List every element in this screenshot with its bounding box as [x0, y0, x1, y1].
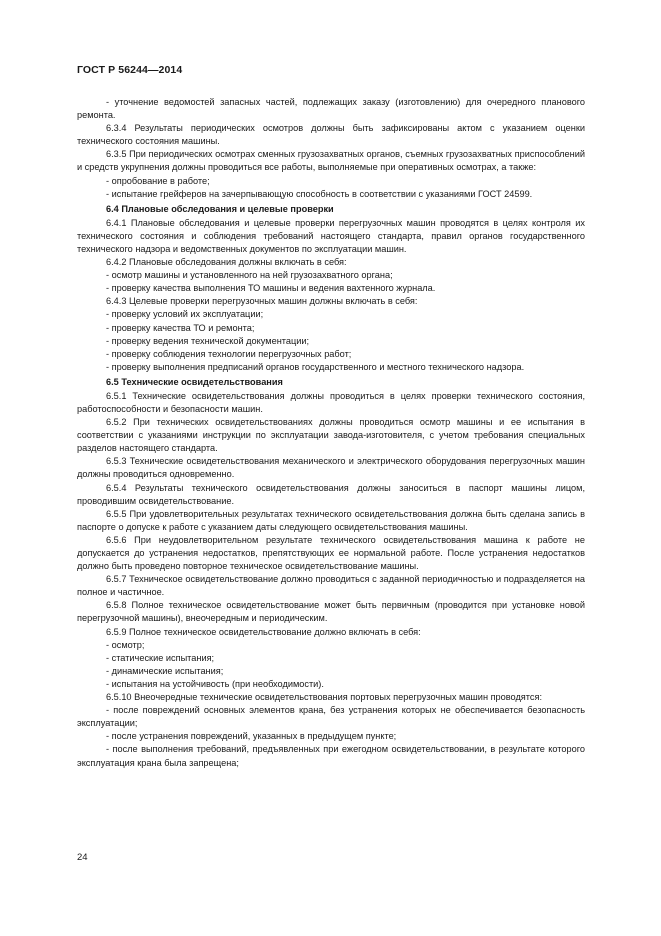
paragraph: - испытания на устойчивость (при необходимости).: [106, 678, 324, 689]
paragraph: - осмотр машины и установленного на ней грузозахватного органа;: [106, 270, 393, 281]
paragraph: - проверку качества выполнения ТО машины и ведения вахтенного журнала.: [106, 283, 436, 294]
paragraph: - испытание грейферов на зачерпывающую способность в соответствии с указаниями ГОСТ 24599.: [106, 188, 533, 199]
paragraph: - опробование в работе;: [106, 175, 210, 186]
paragraph: 6.5.5 При удовлетворительных результатах технического освидетельствования должна быть сделана запись в паспорте о допуске к работе с указанием даты следующего освидетельствования машины.: [77, 508, 585, 532]
paragraph: - уточнение ведомостей запасных частей, подлежащих заказу (изготовлению) для очередного планового ремонта.: [77, 97, 585, 121]
paragraph: - проверку условий их эксплуатации;: [106, 309, 264, 320]
paragraph: 6.5.3 Технические освидетельствования механического и электрического оборудования перегрузочных машин должны проводиться одновременно.: [77, 456, 585, 480]
paragraph: - проверку соблюдения технологии перегрузочных работ;: [106, 348, 352, 359]
document-body: [77, 96, 585, 770]
paragraph: 6.5.9 Полное техническое освидетельствование должно включать в себя:: [106, 626, 421, 637]
paragraph: - после устранения повреждений, указанных в предыдущем пункте;: [106, 731, 397, 742]
paragraph: - проверку качества ТО и ремонта;: [106, 322, 255, 333]
paragraph: - осмотр;: [106, 639, 145, 650]
paragraph: 6.5.2 При технических освидетельствованиях должны проводиться осмотр машины и ее испытания в соответствии с указаниями инструкции по эксплуатации завода-изготовителя, с учетом требования специальных разделов настоящего стандарта.: [77, 417, 585, 454]
paragraph: 6.5.7 Техническое освидетельствование должно проводиться с заданной периодичностью и подразделяется на полное и частичное.: [77, 574, 585, 598]
paragraph: 6.4.2 Плановые обследования должны включать в себя:: [106, 257, 347, 268]
paragraph: 6.3.5 При периодических осмотрах сменных грузозахватных органов, съемных грузозахватных приспособлений и средств укрупнения должны проводиться все работы, выполняемые при оперативных осмотрах, а также:: [77, 149, 585, 173]
page-number: 24: [77, 852, 88, 863]
section-heading-6-4: 6.4 Плановые обследования и целевые проверки: [106, 203, 334, 214]
paragraph: - проверку выполнения предписаний органов государственного и местного технического надзора.: [106, 361, 525, 372]
paragraph: - динамические испытания;: [106, 665, 224, 676]
paragraph: - проверку ведения технической документации;: [106, 335, 310, 346]
paragraph: 6.3.4 Результаты периодических осмотров должны быть зафиксированы актом с указанием оценки технического состояния машины.: [77, 123, 585, 147]
paragraph: - статические испытания;: [106, 652, 215, 663]
section-heading-6-5: 6.5 Технические освидетельствования: [106, 376, 283, 387]
paragraph: 6.5.6 При неудовлетворительном результате технического освидетельствования машина к работе не допускается до устранения недостатков, препятствующих ее нормальной работе. После устранения недостатков должно быть проведено повторное техническое освидетельствование машины.: [77, 534, 585, 572]
paragraph: 6.4.1 Плановые обследования и целевые проверки перегрузочных машин проводятся в целях контроля их технического состояния и соблюдения требований настоящего стандарта, правил органов государственного технического надзора и ведомственных документов по эксплуатации машин.: [77, 217, 585, 254]
paragraph: - после повреждений основных элементов крана, без устранения которых не обеспечивается безопасность эксплуатации;: [77, 705, 585, 729]
paragraph: 6.5.10 Внеочередные технические освидетельствования портовых перегрузочных машин проводятся:: [106, 692, 543, 703]
document-header: ГОСТ Р 56244—2014: [77, 64, 183, 76]
paragraph: 6.4.3 Целевые проверки перегрузочных машин должны включать в себя:: [106, 296, 418, 307]
paragraph: 6.5.4 Результаты технического освидетельствования должны заноситься в паспорт машины лицом, проводившим освидетельствование.: [77, 482, 585, 506]
paragraph: 6.5.8 Полное техническое освидетельствование может быть первичным (проводится при установке новой перегрузочной машины), внеочередным и периодическим.: [77, 600, 585, 624]
paragraph: 6.5.1 Технические освидетельствования должны проводиться в целях проверки технического состояния, работоспособности и безопасности машин.: [77, 390, 585, 414]
paragraph: - после выполнения требований, предъявленных при ежегодном освидетельствовании, в результате которого эксплуатация крана была запрещена;: [77, 744, 585, 768]
